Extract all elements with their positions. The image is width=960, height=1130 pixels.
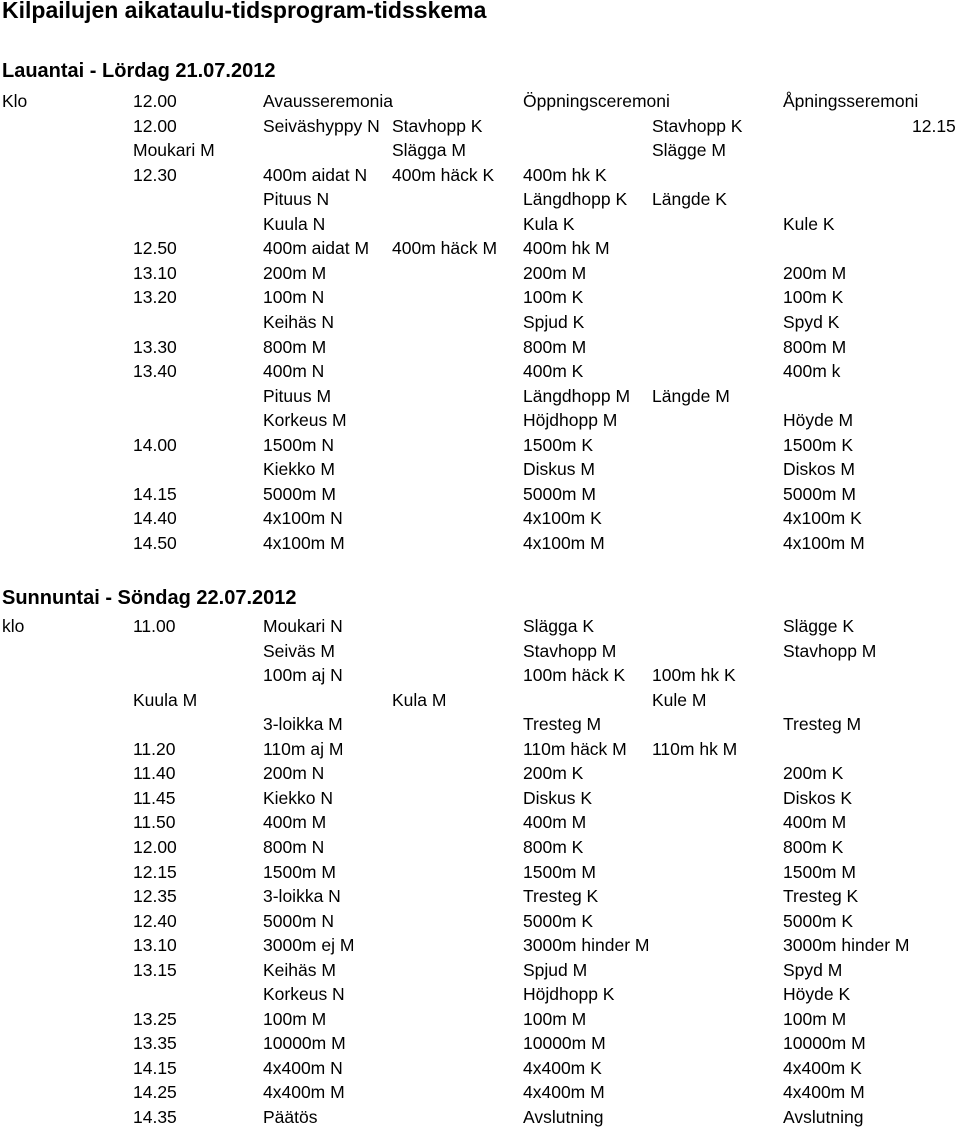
swedish-event-cell: 100m häck K [523,665,626,686]
finnish-event-cell: 5000m M [263,483,336,504]
schedule-row [0,114,960,139]
klo-cell: Klo [2,91,28,111]
norwegian-event-cell: Spyd M [783,959,843,980]
swedish-event-cell: Tresteg K [523,886,599,907]
time-cell: 11.50 [133,812,176,833]
time-cell: 14.40 [133,508,177,529]
swedish-event-cell: Kula K [523,213,575,234]
time-cell: 12.00 [133,836,177,857]
schedule-row [0,433,960,458]
finnish-event-cell: Pituus N [263,189,330,210]
time-cell: 12.40 [133,910,177,931]
swedish-event-cell: 200m M [523,262,587,283]
schedule-row [0,958,960,983]
norwegian-event-cell: Höyde M [783,410,854,431]
swedish-event-cell: Stavhopp M [523,640,617,661]
finnish-event-cell: Moukari N [263,616,343,636]
finnish-event-cell: 3-loikka M [263,714,343,735]
finnish-event-cell: 400m aidat M [263,238,370,259]
norwegian-event-cell: Tresteg K [783,886,859,907]
schedule-row [0,212,960,237]
time-cell: 13.40 [133,361,177,382]
page-title: Kilpailujen aikataulu-tidsprogram-tidsskema [2,0,487,23]
norwegian-event-cell: Slägge K [783,616,855,636]
finnish-event-cell: Seiväs M [263,640,335,661]
norwegian-event-cell: Kule K [783,213,835,234]
saturday-heading: Lauantai - Lördag 21.07.2012 [2,60,276,82]
schedule-row [0,261,960,286]
swedish-alt-cell: 110m hk M [652,738,738,759]
schedule-row [0,310,960,335]
finnish-event-cell: Päätös [263,1107,318,1127]
finnish-event-cell: 3-loikka N [263,886,341,907]
swedish-event-cell: 100m M [523,1008,587,1029]
finnish-alt-cell: Stavhopp K [392,115,483,136]
finnish-event-cell: 800m M [263,336,327,357]
swedish-event-cell: 4x400m K [523,1057,602,1078]
swedish-event-cell: 5000m K [523,910,594,931]
finnish-event-cell: 5000m N [263,910,335,931]
swedish-event-cell: 1500m M [523,861,596,882]
time-cell: 12.35 [133,886,177,907]
norwegian-event-cell: 100m K [783,287,844,308]
finnish-event-cell: Kiekko N [263,787,334,808]
swedish-alt-cell: Stavhopp K [652,115,743,136]
finnish-event-cell: 1500m N [263,434,335,455]
schedule-row [0,663,960,688]
norwegian-event-cell: Avslutning [783,1107,864,1127]
swedish-event-cell: Höjdhopp K [523,984,615,1005]
swedish-event-cell: Slägga K [523,616,595,636]
time-cell: 13.25 [133,1008,177,1029]
norwegian-event-cell: Tresteg M [783,714,862,735]
norwegian-event-cell: 200m K [783,763,844,784]
schedule-row [0,982,960,1007]
norwegian-event-cell: 400m M [783,812,847,833]
finnish-event-cell: 400m N [263,361,325,382]
schedule-row [0,1031,960,1056]
time-cell: Moukari M [133,140,215,161]
swedish-alt-cell: Längde K [652,189,727,210]
norwegian-event-cell: Höyde K [783,984,851,1005]
swedish-alt-cell: Kule M [652,689,707,710]
schedule-row [0,531,960,556]
norwegian-event-cell: 4x400m M [783,1082,865,1103]
schedule-row [0,384,960,409]
swedish-event-cell: 3000m hinder M [523,935,650,956]
swedish-event-cell: 1500m K [523,434,594,455]
time-cell: 14.50 [133,532,177,553]
norwegian-event-cell: Diskos K [783,787,853,808]
swedish-event-cell: 800m M [523,336,587,357]
norwegian-event-cell: 4x400m K [783,1057,862,1078]
swedish-event-cell: 400m M [523,812,587,833]
schedule-row [0,138,960,163]
finnish-event-cell: 1500m M [263,861,336,882]
finnish-event-cell: Pituus M [263,385,332,406]
time-cell: 13.20 [133,287,177,308]
swedish-event-cell: Längdhopp K [523,189,628,210]
norwegian-event-cell: 5000m M [783,483,856,504]
swedish-event-cell: 200m K [523,763,584,784]
schedule-row [0,810,960,835]
time-cell: 12.00 [133,91,177,111]
schedule-row [0,761,960,786]
norwegian-event-cell: 1500m M [783,861,856,882]
norwegian-event-cell: 1500m K [783,434,854,455]
swedish-event-cell: 400m hk K [523,164,607,185]
time-cell: 13.10 [133,935,177,956]
finnish-event-cell: 200m N [263,763,325,784]
finnish-event-cell: Kiekko M [263,459,335,480]
finnish-event-cell: 100m aj N [263,665,343,686]
finnish-event-cell: 4x100m M [263,532,345,553]
norwegian-event-cell: Spyd K [783,311,840,332]
schedule-row [0,408,960,433]
norwegian-event-cell: 400m k [783,361,841,382]
schedule-row [0,285,960,310]
schedule-row [0,163,960,188]
swedish-event-cell: 5000m M [523,483,596,504]
schedule-row [0,506,960,531]
time-cell: 11.20 [133,738,176,759]
schedule-row [0,835,960,860]
finnish-event-cell: Keihäs N [263,311,335,332]
finnish-event-cell: 4x400m M [263,1082,345,1103]
swedish-event-cell: Avslutning [523,1107,604,1127]
norwegian-event-cell: 100m M [783,1008,847,1029]
swedish-event-cell: Diskus K [523,787,593,808]
klo-cell: klo [2,616,25,636]
schedule-row [0,933,960,958]
finnish-event-cell: 4x400m N [263,1057,343,1078]
finnish-event-cell: 400m M [263,812,327,833]
finnish-alt-cell: 400m häck M [392,238,498,259]
finnish-event-cell: 200m M [263,262,327,283]
sunday-heading: Sunnuntai - Söndag 22.07.2012 [2,587,297,609]
swedish-event-cell: Diskus M [523,459,595,480]
extra-time-cell: 12.15 [912,115,956,136]
norwegian-event-cell: 3000m hinder M [783,935,910,956]
schedule-row [0,688,960,713]
swedish-event-cell: Tresteg M [523,714,602,735]
finnish-event-cell: 3000m ej M [263,935,355,956]
finnish-alt-cell: 400m häck K [392,164,495,185]
finnish-event-cell: 4x100m N [263,508,343,529]
finnish-event-cell: 800m N [263,836,325,857]
swedish-event-cell: Längdhopp M [523,385,631,406]
norwegian-event-cell: 4x100m M [783,532,865,553]
schedule-row [0,737,960,762]
swedish-event-cell: 4x100m K [523,508,602,529]
time-cell: 12.50 [133,238,177,259]
time-cell: 12.15 [133,861,177,882]
schedule-row [0,909,960,934]
finnish-event-cell: Avausseremonia [263,91,394,111]
norwegian-event-cell: Stavhopp M [783,640,877,661]
schedule-row [0,1080,960,1105]
swedish-event-cell: Spjud K [523,311,585,332]
time-cell: 14.15 [133,1057,177,1078]
time-cell: 14.00 [133,434,177,455]
finnish-event-cell: 100m N [263,287,325,308]
swedish-event-cell: Öppningsceremoni [523,91,670,111]
schedule-row [0,1105,960,1130]
norwegian-event-cell: 800m M [783,336,847,357]
time-cell: 13.10 [133,262,177,283]
swedish-event-cell: Höjdhopp M [523,410,618,431]
norwegian-event-cell: 200m M [783,262,847,283]
finnish-event-cell: Korkeus M [263,410,347,431]
time-cell: 13.30 [133,336,177,357]
schedule-row [0,457,960,482]
norwegian-event-cell: Diskos M [783,459,855,480]
finnish-alt-cell: Kula M [392,689,447,710]
schedule-row [0,860,960,885]
finnish-event-cell: 10000m M [263,1033,346,1054]
schedule-row [0,89,960,114]
time-cell: 12.00 [133,115,177,136]
finnish-event-cell: 400m aidat N [263,164,368,185]
swedish-alt-cell: Slägge M [652,140,726,161]
time-cell: 11.45 [133,787,176,808]
time-cell: 11.00 [133,616,176,636]
time-cell: Kuula M [133,689,198,710]
time-cell: 13.35 [133,1033,177,1054]
swedish-event-cell: 400m K [523,361,584,382]
swedish-event-cell: 800m K [523,836,584,857]
norwegian-event-cell: Åpningsseremoni [783,91,919,111]
finnish-event-cell: 110m aj M [263,738,344,759]
swedish-event-cell: 4x100m M [523,532,605,553]
swedish-event-cell: 110m häck M [523,738,627,759]
schedule-row [0,884,960,909]
schedule-row [0,639,960,664]
finnish-event-cell: Korkeus N [263,984,345,1005]
finnish-event-cell: Seiväshyppy N [263,115,380,136]
schedule-row [0,187,960,212]
swedish-event-cell: 400m hk M [523,238,610,259]
schedule-row [0,335,960,360]
time-cell: 11.40 [133,763,176,784]
finnish-event-cell: Kuula N [263,213,326,234]
time-cell: 14.35 [133,1107,177,1127]
swedish-alt-cell: Längde M [652,385,730,406]
time-cell: 13.15 [133,959,177,980]
finnish-event-cell: Keihäs M [263,959,336,980]
norwegian-event-cell: 5000m K [783,910,854,931]
swedish-event-cell: Spjud M [523,959,588,980]
schedule-row [0,359,960,384]
swedish-event-cell: 100m K [523,287,584,308]
swedish-alt-cell: 100m hk K [652,665,736,686]
finnish-alt-cell: Slägga M [392,140,466,161]
time-cell: 14.25 [133,1082,177,1103]
norwegian-event-cell: 4x100m K [783,508,862,529]
time-cell: 14.15 [133,483,177,504]
schedule-row [0,1007,960,1032]
schedule-row [0,786,960,811]
norwegian-event-cell: 800m K [783,836,844,857]
schedule-row [0,236,960,261]
time-cell: 12.30 [133,164,177,185]
swedish-event-cell: 4x400m M [523,1082,605,1103]
finnish-event-cell: 100m M [263,1008,327,1029]
swedish-event-cell: 10000m M [523,1033,606,1054]
schedule-row [0,614,960,639]
norwegian-event-cell: 10000m M [783,1033,866,1054]
schedule-row [0,1056,960,1081]
schedule-row [0,482,960,507]
schedule-row [0,712,960,737]
